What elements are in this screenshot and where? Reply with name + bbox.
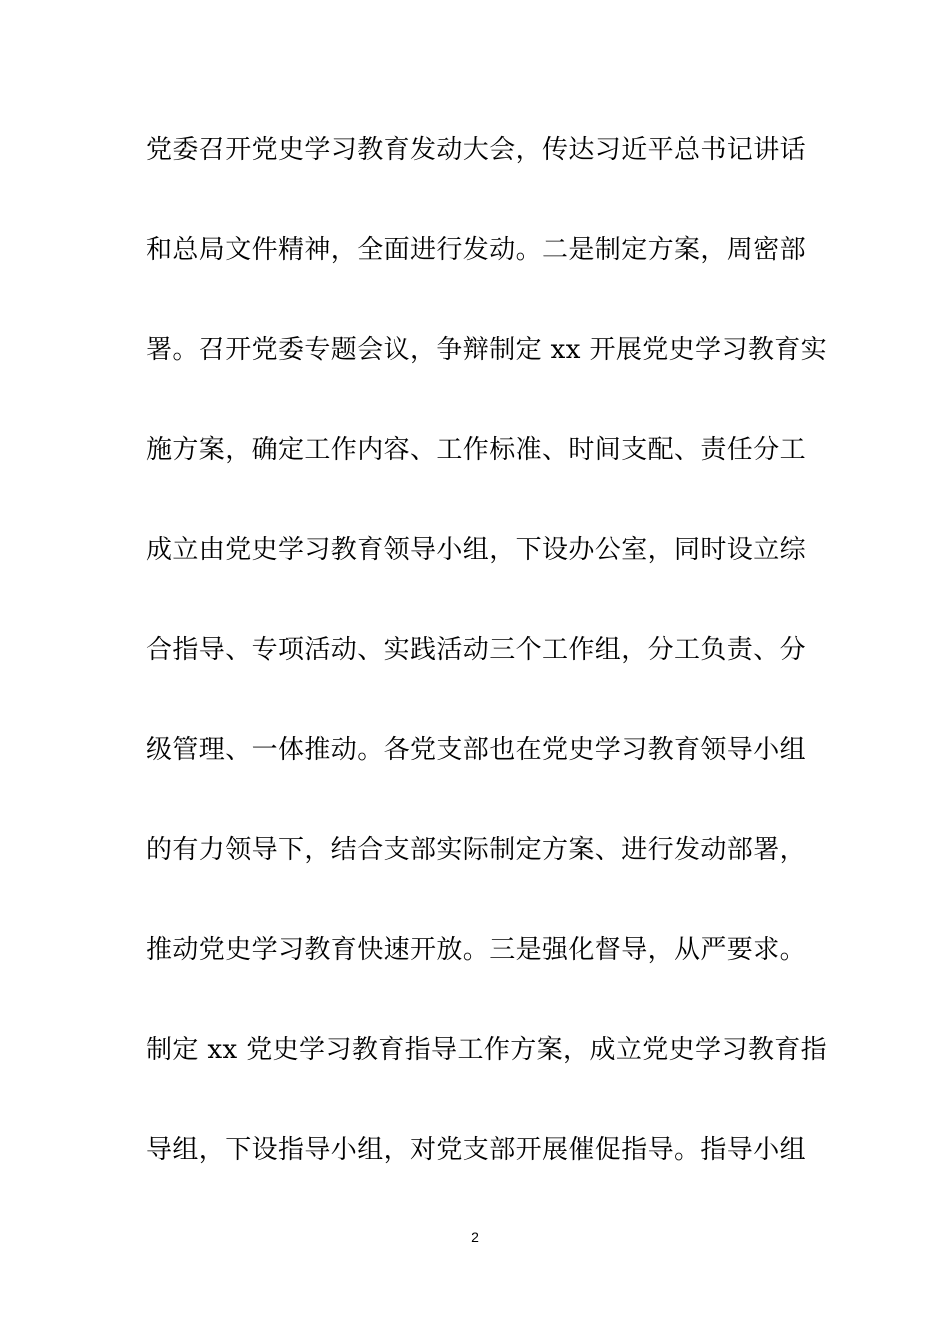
body-text bbox=[146, 126, 828, 1226]
text-line: 级管理、一体推动。各党支部也在党史学习教育领导小组 bbox=[146, 735, 807, 765]
text-line: 推动党史学习教育快速开放。三是强化督导，从严要求。 bbox=[146, 935, 807, 965]
text-line: 成立由党史学习教育领导小组，下设办公室，同时设立综 bbox=[146, 535, 807, 565]
text-line: 和总局文件精神，全面进行发动。二是制定方案，周密部 bbox=[146, 235, 807, 265]
text-line: 施方案，确定工作内容、工作标准、时间支配、责任分工 bbox=[146, 435, 807, 465]
text-line: 制定 xx 党史学习教育指导工作方案，成立党史学习教育指 bbox=[146, 1035, 828, 1065]
text-line: 的有力领导下，结合支部实际制定方案、进行发动部署， bbox=[146, 835, 807, 865]
text-line: 署。召开党委专题会议，争辩制定 xx 开展党史学习教育实 bbox=[146, 335, 828, 365]
text-line: 党委召开党史学习教育发动大会，传达习近平总书记讲话 bbox=[146, 135, 807, 165]
text-line: 合指导、专项活动、实践活动三个工作组，分工负责、分 bbox=[146, 635, 807, 665]
text-line: 导组，下设指导小组，对党支部开展催促指导。指导小组 bbox=[146, 1135, 807, 1165]
page-number: 2 bbox=[471, 1229, 479, 1245]
